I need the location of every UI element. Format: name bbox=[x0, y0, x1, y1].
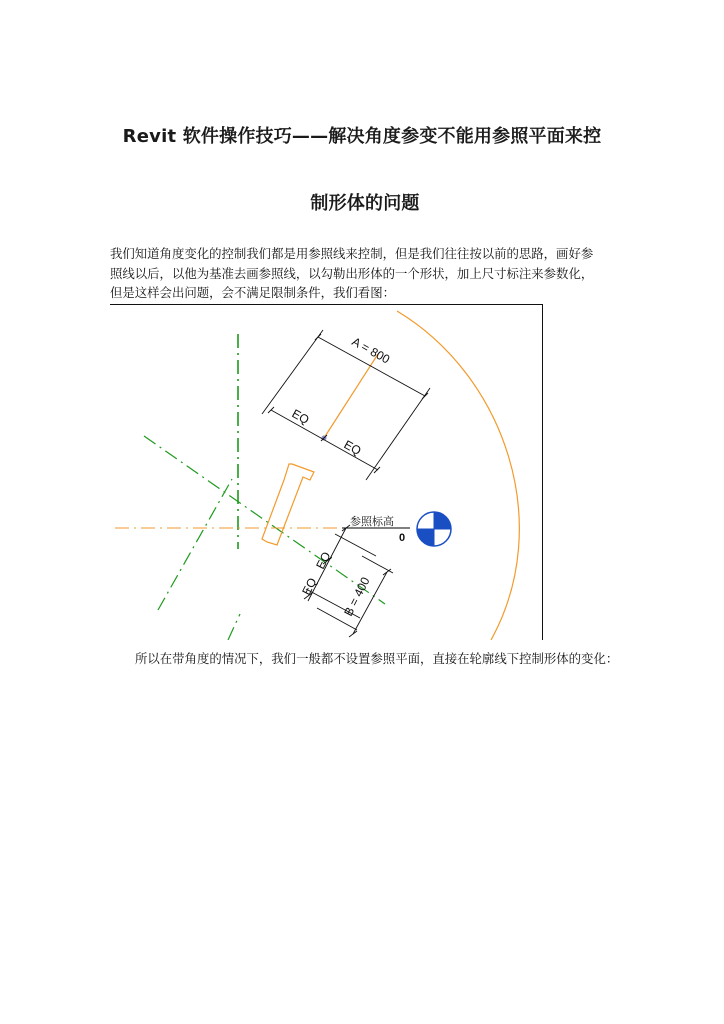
dimension-a bbox=[262, 330, 430, 480]
intro-line-1: 我们知道角度变化的控制我们都是用参照线来控制，但是我们往往按以前的思路，画好参 bbox=[110, 246, 594, 261]
boundary-arc bbox=[397, 311, 519, 640]
page-title-line-2: 制形体的问题 bbox=[310, 193, 420, 214]
intro-line-3: 但是这样会出问题，会不满足限制条件，我们看图： bbox=[110, 285, 395, 300]
diagonal-reference-plane-1 bbox=[144, 436, 385, 604]
intro-paragraph bbox=[110, 244, 622, 303]
intro-line-2: 照线以后，以他为基准去画参照线，以勾勒出形体的一个形状，加上尺寸标注来参数化， bbox=[110, 265, 594, 281]
diagonal-reference-plane-3 bbox=[228, 614, 240, 640]
diagonal-reference-plane-2 bbox=[158, 479, 232, 610]
figure-frame bbox=[110, 305, 543, 641]
eq-label-lower-upper: EQ bbox=[313, 549, 334, 572]
eq-label-upper-left: EQ bbox=[289, 406, 312, 428]
eq-label-upper-right: EQ bbox=[341, 437, 364, 459]
level-head-symbol bbox=[417, 512, 451, 546]
angle-reference-line bbox=[324, 354, 378, 438]
level-value-label: 0 bbox=[399, 532, 406, 544]
eq-label-lower-lower: EQ bbox=[299, 575, 320, 598]
dimension-b-label: B = 400 bbox=[341, 574, 373, 619]
revit-figure bbox=[110, 304, 546, 640]
dimension-eq-upper bbox=[268, 407, 380, 473]
level-name-label: 参照标高 bbox=[350, 515, 394, 528]
closing-paragraph: 所以在带角度的情况下，我们一般都不设置参照平面，直接在轮廓线下控制形体的变化： bbox=[135, 651, 619, 666]
shape-outline bbox=[262, 464, 314, 545]
dimension-eq-lower bbox=[304, 525, 376, 618]
page-title-line-1: Revit 软件操作技巧——解决角度参变不能用参照平面来控 bbox=[122, 126, 602, 147]
dimension-a-label: A = 800 bbox=[349, 334, 393, 367]
